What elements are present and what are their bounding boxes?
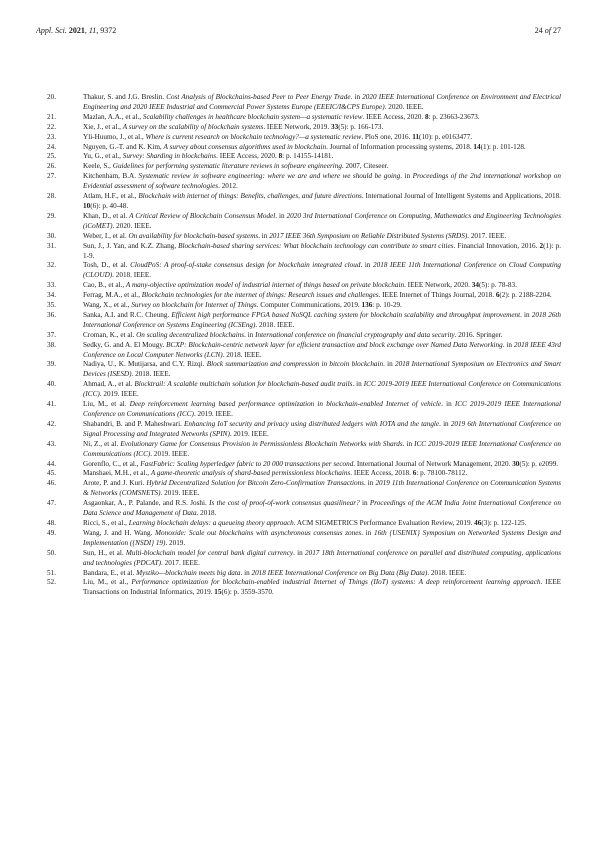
reference-number: 51. — [47, 568, 56, 577]
reference-volume-text: 10 — [83, 201, 91, 210]
reference-number: 26. — [47, 162, 56, 171]
reference-number: 40. — [47, 380, 56, 389]
reference-item — [36, 133, 561, 143]
reference-title-text: A Critical Review of Blockchain Consensus Model — [129, 211, 276, 220]
reference-item — [36, 460, 561, 470]
reference-number: 46. — [47, 479, 56, 488]
reference-title-text: Proceedings of the ACM India Joint International Conference on Data Science and Management of Data — [83, 499, 561, 518]
reference-text: (1): p. 101-128. — [480, 142, 526, 151]
reference-title-text: BCXP: Blockchain-centric network layer for efficient transaction and block exchange over Named Data Networking — [166, 340, 503, 349]
reference-text: . 2017. IEEE. — [467, 231, 507, 240]
reference-text: . 2018. IEEE. — [427, 568, 467, 577]
reference-number: 30. — [47, 231, 56, 240]
reference-text: . 2019. IEEE. — [160, 489, 200, 498]
reference-text: Asgaonkar, A., P. Palande, and R.S. Joshi. — [83, 499, 210, 508]
journal-volume: 11 — [88, 26, 97, 35]
reference-text: (1): p. 1-9. — [83, 241, 561, 260]
reference-title-text: 2018 IEEE International Conference on Big Data (Big Data) — [251, 568, 428, 577]
reference-volume-text: 6 — [412, 469, 417, 478]
reference-text: . 2007, Citeseer. — [341, 162, 389, 171]
reference-title-text: 2018 IEEE 43rd Conference on Local Computer Networks (LCN) — [83, 340, 561, 359]
reference-number: 27. — [47, 172, 56, 181]
reference-text: Wang, J. and H. Wang. — [83, 528, 156, 537]
reference-text: Keele, S., — [83, 162, 113, 171]
reference-volume-text: 11 — [412, 132, 420, 141]
reference-text: . in — [439, 419, 451, 428]
reference-title-text: ICC 2019-2019 IEEE International Conference on Communications (ICC) — [83, 439, 562, 458]
reference-title-text: Blocktrail: A scalable multichain solution for blockchain-based audit trails — [134, 380, 353, 389]
reference-title-text: Multi-blockchain model for central bank digital currency — [125, 548, 294, 557]
reference-text: (10): p. e0163477. — [419, 132, 473, 141]
reference-title-text: 2019 6th International Conference on Signal Processing and Integrated Networks (SPIN) — [83, 419, 562, 438]
reference-number: 34. — [47, 291, 56, 300]
reference-title-text: Efficient high performance FPGA based NoSQL caching system for blockchain scalability and throughput improvement — [171, 310, 521, 319]
reference-text: Sun, J., J. Yan, and K.Z. Zhang, — [83, 241, 179, 250]
reference-number: 31. — [47, 241, 56, 250]
reference-text: Nadiya, U., K. Mutijarsa, and C.Y. Rizqi. — [83, 360, 207, 369]
reference-volume-text: 8 — [425, 112, 429, 121]
reference-title-text: Blockchain-based sharing services: What blockchain technology can contribute to smart cities — [178, 241, 454, 250]
reference-text: . in — [258, 231, 270, 240]
reference-text: Sedky, G. and A. El Mougy. — [83, 340, 167, 349]
reference-number: 45. — [47, 469, 56, 478]
reference-title-text: Performance optimization for blockchain-enabled industrial Internet of Things (IIoT) systems: A deep reinforcement learning approach — [131, 578, 541, 587]
reference-title-text: Deep reinforcement learning based performance optimization in blockchain-enabled Internet of vehicle — [129, 400, 442, 409]
reference-volume-text: 2 — [539, 241, 544, 250]
reference-title-text: CloudPoS: A proof-of-stake consensus design for blockchain integrated cloud — [130, 261, 361, 270]
reference-text: Thakur, S. and J.G. Breslin. — [83, 93, 167, 101]
reference-text: Ferrag, M.A., et al., — [83, 291, 142, 300]
reference-text: . International Journal of Network Management, 2020. — [353, 459, 513, 468]
reference-number: 28. — [47, 192, 56, 201]
reference-text: . 2017. IEEE. — [161, 558, 200, 567]
reference-text: . PloS one, 2016. — [361, 132, 413, 141]
reference-volume-text: 14 — [473, 142, 481, 151]
reference-text: Tosh, D., et al. — [83, 261, 131, 270]
reference-text: . 2019. IEEE. — [99, 390, 139, 399]
reference-text: (5): p. 78-83. — [478, 281, 517, 290]
reference-item — [36, 569, 561, 579]
reference-item — [36, 578, 561, 598]
reference-text: . 2018. IEEE. — [131, 370, 171, 379]
reference-text: : p. 23663-23673. — [428, 112, 480, 121]
reference-text: Sun, H., et al. — [83, 548, 126, 557]
journal-name: Appl. Sci. — [36, 26, 67, 35]
reference-text: . in — [350, 93, 363, 101]
reference-title-text: Evolutionary Game for Consensus Provision in Permissionless Blockchain Networks with Shards — [120, 439, 403, 448]
reference-text: Cao, B., et al., — [83, 281, 126, 290]
reference-text: . in — [240, 568, 252, 577]
reference-title-text: Blockchain with internet of things: Benefits, challenges, and future directions — [138, 192, 362, 201]
reference-title-text: A survey on the scalability of blockchain systems — [122, 122, 264, 131]
reference-text: . in — [520, 310, 532, 319]
reference-text: . in — [244, 330, 256, 339]
reference-text: . 2018. IEEE. — [112, 271, 152, 280]
reference-volume-text: 136 — [361, 301, 373, 310]
reference-text: . 2019. — [165, 538, 186, 547]
reference-title-text: 2020 IEEE International Conference on Environment and Electrical Engineering and 2020 IEEE Industrial and Commercial Power Systems Europe (EEEIC/I&CPS Europe) — [83, 93, 562, 111]
reference-item — [36, 162, 561, 172]
reference-text: Manshaei, M.H., et al., — [83, 469, 151, 478]
reference-title-text: On scaling decentralized blockchains — [136, 330, 245, 339]
reference-item — [36, 113, 561, 123]
reference-number: 33. — [47, 281, 56, 290]
current-page: 24 — [534, 26, 543, 35]
reference-volume-text: 34 — [471, 281, 479, 290]
reference-number: 36. — [47, 310, 56, 319]
reference-item — [36, 400, 561, 420]
reference-title-text: Where is current research on blockchain technology?—a systematic review — [145, 132, 362, 141]
reference-title-text: ICC 2019-2019 IEEE International Conference on Communications (ICC) — [83, 380, 561, 399]
reference-item — [36, 360, 561, 380]
reference-text: . 2020. IEEE. — [384, 102, 424, 111]
reference-text: Weber, I., et al. — [83, 231, 129, 240]
reference-title-text: Enhancing IoT security and privacy using distributed ledgers with IOTA and the tangle — [184, 419, 440, 428]
reference-text: (3): p. 122-125. — [481, 518, 527, 527]
reference-item — [36, 123, 561, 133]
reference-item — [36, 152, 561, 162]
reference-volume-text: 33 — [331, 122, 339, 131]
reference-title-text: FastFabric: Scaling hyperledger fabric to 20 000 transactions per second — [140, 459, 354, 468]
page-header — [36, 26, 561, 38]
reference-text: . IEEE Access, 2020. — [216, 152, 279, 161]
reference-number: 29. — [47, 211, 56, 220]
reference-title-text: International conference on financial cryptography and data security — [255, 330, 455, 339]
reference-volume-text: 15 — [214, 588, 222, 597]
reference-number: 35. — [47, 301, 56, 310]
reference-item — [36, 192, 561, 212]
reference-number: 32. — [47, 261, 56, 270]
reference-text: . in — [275, 211, 287, 220]
reference-text: . Journal of Information processing systems, 2018. — [326, 142, 474, 151]
reference-text: (5): p. 166-173. — [338, 122, 384, 131]
reference-item — [36, 172, 561, 192]
reference-title-text: Survey on blockchain for Internet of Things — [131, 301, 257, 310]
reference-text: Wang, X., et al., — [83, 301, 132, 310]
reference-item — [36, 499, 561, 519]
reference-text: . in — [361, 528, 374, 537]
reference-text: Arote, P. and J. Kuri. — [83, 479, 147, 488]
reference-text: Ricci, S., et al., — [83, 518, 129, 527]
reference-text: Kitchenham, B.A. — [83, 172, 139, 181]
reference-text: . in — [400, 172, 413, 181]
reference-title-text: Block summarization and compression in bitcoin blockchain — [206, 360, 384, 369]
reference-text: in — [359, 499, 370, 508]
reference-number: 38. — [47, 340, 56, 349]
reference-text: . in — [363, 479, 376, 488]
reference-text: (6): p. 40-48. — [90, 201, 129, 210]
reference-volume-text: 6 — [495, 291, 500, 300]
reference-item — [36, 549, 561, 569]
reference-text: . 2016. Springer. — [454, 330, 503, 339]
reference-text: . in — [293, 548, 305, 557]
reference-volume-text: 46 — [474, 518, 482, 527]
reference-title-text: Cost Analysis of Blockchains-based Peer to Peer Energy Trade — [166, 93, 351, 101]
reference-text: . 2019. IEEE. — [150, 449, 190, 458]
reference-volume-text: 8 — [278, 152, 283, 161]
reference-text: Nguyen, G.-T. and K. Kim, — [83, 142, 164, 151]
page-number — [535, 26, 561, 35]
reference-text: Ahmad, A., et al. — [83, 380, 135, 389]
reference-number: 23. — [47, 132, 56, 141]
reference-title-text: Blockchain technologies for the internet of things: Research issues and challenges — [141, 291, 379, 300]
reference-item — [36, 420, 561, 440]
reference-number: 41. — [47, 400, 56, 409]
reference-item — [36, 301, 561, 311]
reference-title-text: 2019 11th International Conference on Communication Systems & Networks (COMSNETS) — [83, 479, 561, 498]
reference-text: Khan, D., et al. — [83, 211, 130, 220]
reference-item — [36, 529, 561, 549]
reference-volume-text: 30 — [512, 459, 520, 468]
reference-text: Ni, Z., et al. — [83, 439, 121, 448]
reference-number: 24. — [47, 142, 56, 151]
reference-number: 39. — [47, 360, 56, 369]
reference-text: . 2018. IEEE. — [255, 320, 295, 329]
reference-title-text: Is the cost of proof-of-work consensus quasilinear? — [209, 499, 360, 508]
journal-citation: Appl. Sci. 2021, 11, 9372 — [36, 26, 117, 35]
reference-text: Gorenflo, C., et al., — [83, 459, 141, 468]
reference-title-text: ICC 2019-2019 IEEE International Conference on Communications (ICC) — [83, 400, 562, 418]
reference-text: Croman, K., et al. — [83, 330, 137, 339]
reference-text: . ACM SIGMETRICS Performance Evaluation Review, 2019. — [293, 518, 475, 527]
reference-item — [36, 440, 561, 460]
reference-text: Atlam, H.F., et al., — [83, 192, 139, 201]
reference-text: . Computer Communications, 2019. — [256, 301, 362, 310]
reference-number: 47. — [47, 499, 56, 508]
total-pages: 27 — [553, 26, 561, 35]
reference-text: . 2020. IEEE. — [112, 221, 152, 230]
article-number: 9372 — [100, 26, 117, 35]
reference-text: . in — [360, 261, 374, 270]
reference-item — [36, 519, 561, 529]
reference-number: 44. — [47, 459, 56, 468]
reference-text: Yu, G., et al., — [83, 152, 123, 161]
reference-number: 22. — [47, 122, 56, 131]
reference-item — [36, 331, 561, 341]
reference-text: Liu, M., et al., — [83, 578, 132, 587]
reference-text: . 2018. — [196, 509, 217, 518]
reference-number: 42. — [47, 419, 56, 428]
reference-text: Liu, M., et al. — [83, 400, 130, 409]
reference-number: 25. — [47, 152, 56, 161]
reference-text: . 2018. IEEE. — [222, 350, 262, 359]
reference-title-text: 2017 18th International conference on parallel and distributed computing, applications and technologies (PDCAT) — [83, 548, 562, 567]
reference-text: . IEEE Access, 2018. — [350, 469, 413, 478]
reference-number: 37. — [47, 330, 56, 339]
reference-title-text: 16th {USENIX} Symposium on Networked Systems Design and Implementation ({NSDI} 19) — [83, 528, 562, 547]
reference-list — [36, 93, 561, 598]
reference-title-text: Guidelines for performing systematic literature reviews in software engineering — [112, 162, 342, 171]
reference-item — [36, 93, 561, 113]
reference-text: : p. 14155-14181. — [282, 152, 334, 161]
reference-text: Bandara, E., et al. — [83, 568, 137, 577]
reference-title-text: Scalability challenges in healthcare blockchain system—a systematic review — [142, 112, 363, 121]
reference-text: . in — [383, 360, 395, 369]
reference-number: 21. — [47, 112, 56, 121]
reference-title-text: 2018 IEEE 11th International Conference on Cloud Computing (CLOUD) — [83, 261, 562, 280]
reference-title-text: 2018 International Symposium on Electronics and Smart Devices (ISESD) — [83, 360, 562, 379]
reference-text: Mazlan, A.A., et al., — [83, 112, 143, 121]
reference-text: (5): p. e2099. — [519, 459, 559, 468]
reference-item — [36, 261, 561, 281]
reference-item — [36, 212, 561, 232]
page-of-label: of — [544, 26, 551, 35]
reference-number: 48. — [47, 518, 56, 527]
reference-item — [36, 242, 561, 262]
reference-item — [36, 291, 561, 301]
reference-title-text: A game-theoretic analysis of shard-based permissionless blockchains — [150, 469, 351, 478]
reference-text: Xie, J., et al., — [83, 122, 123, 131]
reference-title-text: Monoxide: Scale out blockchains with asynchronous consensus zones — [155, 528, 362, 537]
reference-text: . 2012. — [218, 182, 238, 191]
reference-title-text: 2020 3rd International Conference on Computing, Mathematics and Engineering Technologies (iCoMET) — [83, 211, 561, 230]
reference-text: . IEEE Transactions on Industrial Informatics, 2019. — [83, 578, 561, 597]
reference-number: 49. — [47, 528, 56, 537]
reference-text: . 2019. IEEE. — [193, 410, 233, 418]
reference-item — [36, 380, 561, 400]
reference-text: (6): p. 3559-3570. — [221, 588, 274, 597]
reference-text: Yli-Huumo, J., et al., — [83, 132, 146, 141]
reference-text: . IEEE Internet of Things Journal, 2018. — [378, 291, 496, 300]
reference-text: . IEEE Access, 2020. — [362, 112, 425, 121]
reference-title-text: Proceedings of the 2nd international workshop on Evidential assessment of software technologies — [83, 172, 561, 191]
reference-text: : p. 10-29. — [372, 301, 402, 310]
reference-item — [36, 143, 561, 153]
reference-title-text: Hybrid Decentralized Solution for Bitcoin Zero-Confirmation Transactions — [146, 479, 364, 488]
reference-item — [36, 311, 561, 331]
journal-year: 2021 — [68, 26, 85, 35]
reference-item — [36, 281, 561, 291]
reference-title-text: Systematic review in software engineering: where we are and where we should be going — [138, 172, 401, 181]
reference-number: 43. — [47, 439, 56, 448]
reference-text: : p. 78100-78112. — [416, 469, 468, 478]
reference-text: . in — [441, 400, 455, 409]
reference-text: . 2019. IEEE. — [229, 429, 269, 438]
reference-text: . in — [402, 439, 415, 448]
reference-text: Shabandri, B. and P. Maheshwari. — [83, 419, 185, 428]
reference-text: . International Journal of Intelligent Systems and Applications, 2018. — [361, 192, 561, 201]
reference-item — [36, 469, 561, 479]
reference-title-text: A many-objective optimization model of industrial internet of things based on private blockchain — [125, 281, 405, 290]
reference-title-text: 2018 26th International Conference on Systems Engineering (ICSEng) — [83, 310, 562, 329]
reference-title-text: 2017 IEEE 36th Symposium on Reliable Distributed Systems (SRDS) — [269, 231, 468, 240]
reference-number: 20. — [47, 93, 56, 101]
reference-title-text: Learning blockchain delays: a queueing theory approach — [128, 518, 294, 527]
reference-number: 52. — [47, 578, 56, 587]
reference-text: . IEEE Network, 2019. — [263, 122, 331, 131]
reference-text: Sanka, A.I. and R.C. Cheung. — [83, 310, 172, 319]
reference-text: . IEEE Network, 2020. — [404, 281, 472, 290]
reference-title-text: On availability for blockchain-based systems — [128, 231, 259, 240]
reference-number: 50. — [47, 548, 56, 557]
reference-item — [36, 479, 561, 499]
reference-title-text: A survey about consensus algorithms used in blockchain — [163, 142, 327, 151]
reference-item — [36, 341, 561, 361]
reference-text: (2): p. 2188-2204. — [499, 291, 552, 300]
reference-text: . Financial Innovation, 2016. — [453, 241, 540, 250]
reference-item — [36, 232, 561, 242]
reference-title-text: Mystiko—blockchain meets big data — [136, 568, 241, 577]
reference-title-text: Survey: Sharding in blockchains — [122, 152, 217, 161]
reference-text: . in — [502, 340, 514, 349]
reference-text: . in — [352, 380, 364, 389]
